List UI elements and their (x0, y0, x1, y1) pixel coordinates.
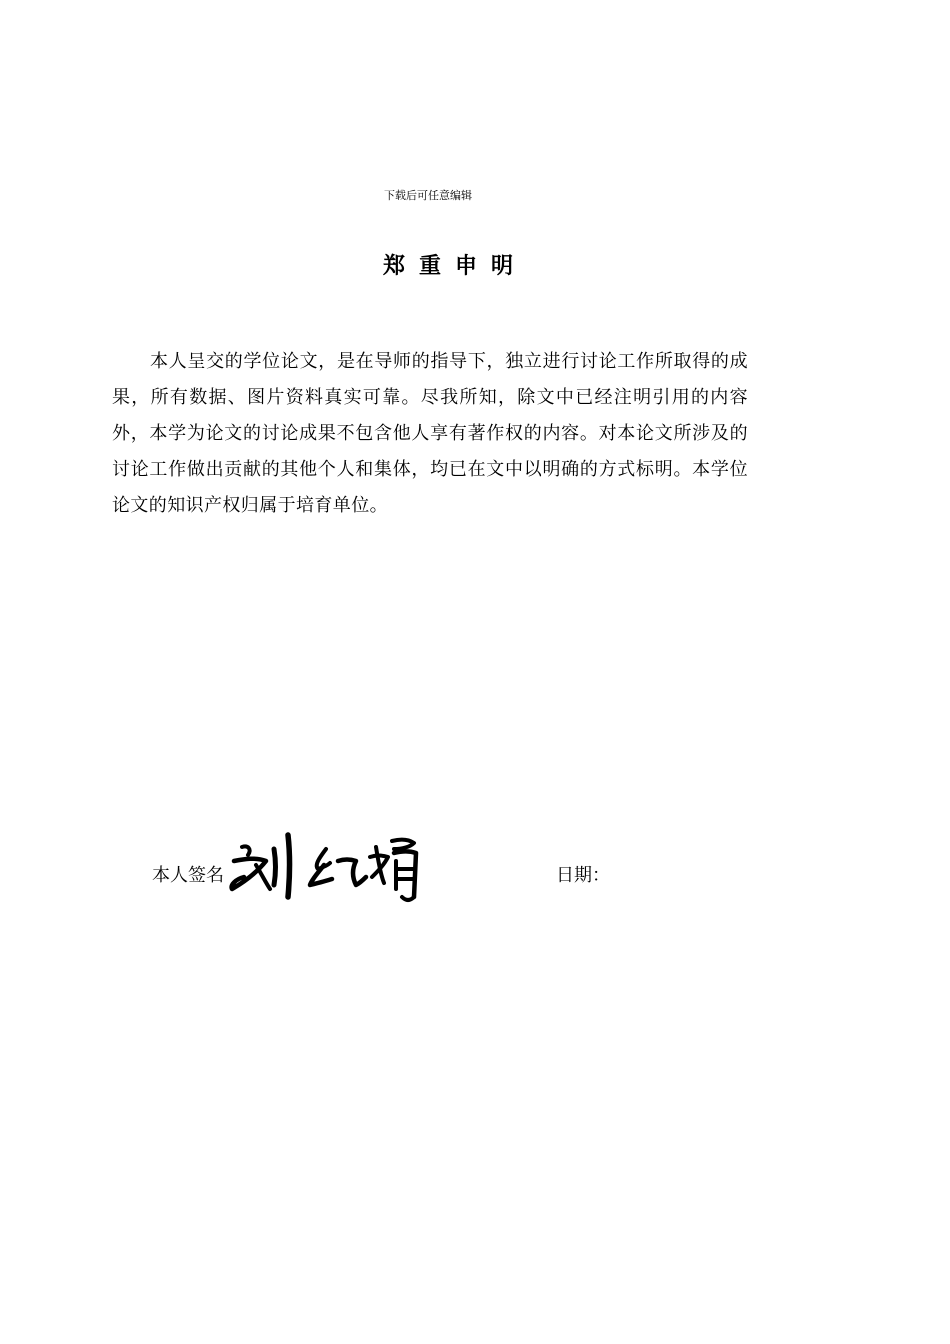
page-title: 郑重申明 (382, 254, 527, 279)
declaration-body: 本人呈交的学位论文，是在导师的指导下，独立进行讨论工作所取得的成果，所有数据、图片资料真实可靠。尽我所知，除文中已经注明引用的内容外，本学为论文的讨论成果不包含他人享有著作权的内容。对本论文所涉及的讨论工作做出贡献的其他个人和集体，均已在文中以明确的方式标明。本学位论文的知识产权归属于培育单位。 (112, 351, 748, 516)
signature-row (0, 825, 950, 915)
date-label: 日期： (556, 865, 610, 886)
header-note: 下载后可任意编辑 (384, 189, 472, 202)
handwritten-signature (226, 827, 422, 909)
signature-label: 本人签名 (152, 865, 224, 886)
